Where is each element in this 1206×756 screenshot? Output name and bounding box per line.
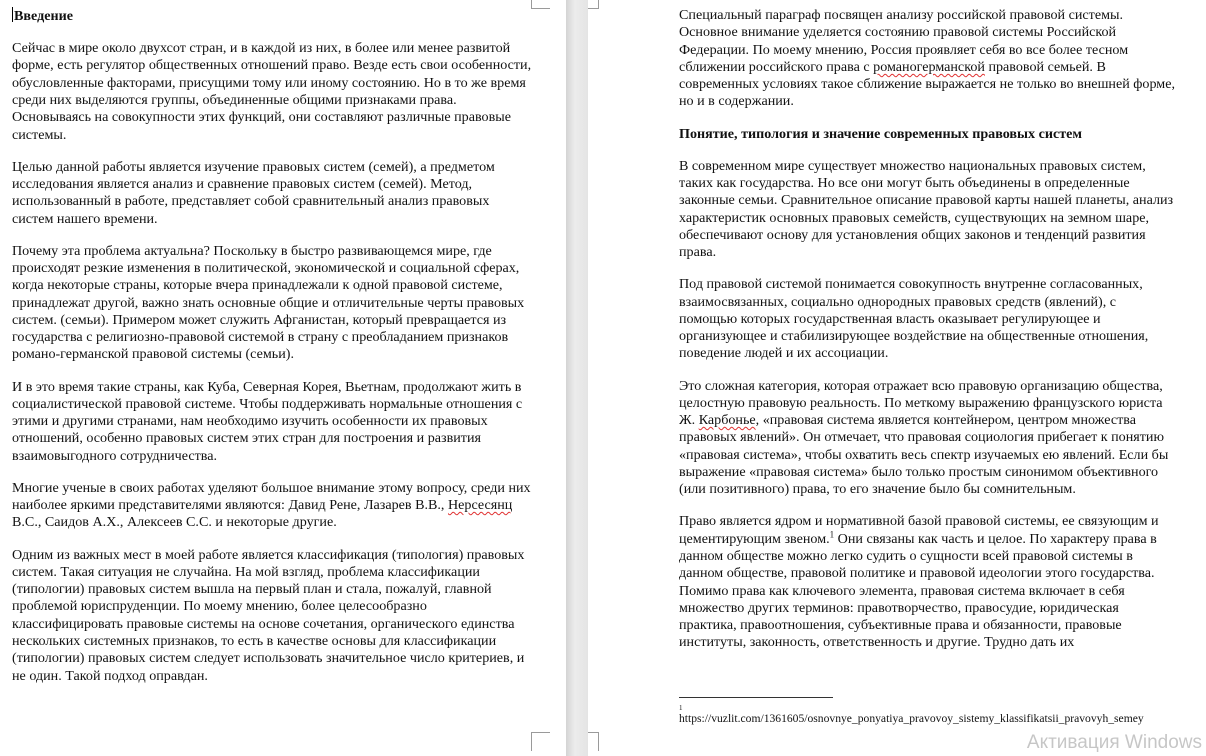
section-heading: Понятие, типология и значение современных правовых систем: [679, 125, 1083, 142]
paragraph: Специальный параграф посвящен анализу российской правовой системы. Основное внимание уделяется состоянию правовой системы Российской Федерации. По моему мнению, Россия проявляет себя во все более тесном сближении российского права с романогерманской правовой семьей. В современных условиях такое сближение выражается не только во внешней форме, но и в содержании.: [679, 7, 1175, 110]
paragraph: Многие ученые в своих работах уделяют большое внимание этому вопросу, среди них наиболее яркими представителями являются: Давид Рене, Лазарев В.В., Нерсесянц В.С., Саидов А.Х., Алексеев С.С. и некоторые другие.: [12, 479, 531, 531]
page-gap: [566, 0, 588, 756]
paragraph: Почему эта проблема актуальна? Поскольку в быстро развивающемся мире, где происходят резкие изменения в политической, экономической и социальной сферах, когда некоторые страны, которые вчера принадлежали к одной правовой системе, принадлежат другой, важно знать основные общие и отличительные черты правовых систем. (семьи). Примером может служить Афганистан, который превращается из государства с религиозно-правовой системой в страну с преобладанием признаков романо-германской правовой системы (семьи).: [12, 242, 525, 363]
crop-mark-bottom-right: [531, 732, 550, 751]
footnote-separator: [679, 697, 833, 698]
paragraph: В современном мире существует множество национальных правовых систем, таких как государства. Но все они могут быть объединены в определенные законные семьи. Сравнительное описание правовой карты нашей планеты, анализ характеристик основных правовых семейств, существующих на земном шаре, обеспечивают основу для установления общих законов и тенденций развития права.: [679, 157, 1174, 261]
windows-activation-watermark: Активация Windows: [1026, 732, 1202, 753]
paragraph: Это сложная категория, которая отражает всю правовую организацию общества, целостную правовую реальность. По меткому выражению французского юриста Ж. Карбонье, «правовая система является контейнером, центром множества правовых явлений». Он отмечает, что правовая социология прибегает к понятию «правовая система», чтобы охватить весь спектр изучаемых ею явлений. Если бы выражение «правовая система» было только простым синонимом объективного (или позитивного) права, то его значение было бы сомнительным.: [679, 377, 1169, 498]
paragraph: И в это время такие страны, как Куба, Северная Корея, Вьетнам, продолжают жить в социалистической правовой системе. Чтобы поддерживать нормальные отношения с этими и другими странами, нам необходимо изучить особенности их правовых отношений, особенно правовых систем этих стран для построения и развития взаимовыгодного сотрудничества.: [12, 378, 523, 464]
footnote-area: [679, 697, 1199, 726]
paragraph: Одним из важных мест в моей работе является классификация (типология) правовых систем. Такая ситуация не случайна. На мой взгляд, проблема классификации (типологии) правовых систем вышла на первый план и стала, пожалуй, главной проблемой юриспруденции. По моему мнению, более целесообразно классифицировать правовые системы на основе сочетания, органического единства нескольких системных признаков, то есть в качестве основы для классификации (типологии) правовых систем следует использовать значительное число критериев, и не один. Такой подход оправдан.: [12, 546, 525, 684]
spelling-error[interactable]: романогерманской: [873, 58, 985, 75]
spelling-error[interactable]: Нерсесянц: [447, 497, 513, 514]
footnote-link[interactable]: https://vuzlit.com/1361605/osnovnye_ponyatiya_pravovoy_sistemy_klassifikatsii_pravovyh_semey: [679, 712, 1144, 725]
left-text-column[interactable]: [12, 7, 532, 700]
paragraph: Целью данной работы является изучение правовых систем (семей), а предметом исследования является анализ и сравнение правовых систем (семей). Метод, использованный в работе, представляет собой сравнительный анализ правовых систем нашего времени.: [12, 158, 495, 227]
crop-mark-bottom-left: [588, 732, 599, 751]
right-text-column[interactable]: [679, 7, 1177, 667]
document-page-right[interactable]: [588, 0, 1206, 756]
footnote-reference[interactable]: 1: [829, 529, 835, 540]
document-page-left[interactable]: [0, 0, 566, 756]
crop-mark-top-right: [531, 0, 550, 9]
text-cursor: [12, 7, 13, 22]
crop-mark-top-left: [588, 0, 599, 9]
introduction-heading: Введение: [14, 8, 73, 24]
paragraph: Сейчас в мире около двухсот стран, и в каждой из них, в более или менее развитой форме, есть регулятор общественных отношений право. Везде есть свои особенности, обусловленные факторами, присущими тому или иному состоянию. Но в то же время среди них выделяются группы, объединенные общими признаками права. Основываясь на совокупности этих функций, они составляют различные правовые системы.: [12, 40, 532, 143]
footnote-number: 1: [679, 704, 683, 712]
paragraph: Право является ядром и нормативной базой правовой системы, ее связующим и цементирующим звеном.$^1$ Они связаны как часть и целое. По характеру права в данном обществе можно легко судить о сущности всей правовой системы в данном обществе, правовой политике и правовой идеологии этого государства. Помимо права как ключевого элемента, правовая система включает в себя множество других терминов: правотворчество, правосудие, юридическая практика, правоотношения, субъективные права и обязанности, правовые институты, законность, ответственность и другие. Трудно дать их: [679, 513, 1159, 651]
spelling-error[interactable]: Карбонье: [698, 412, 756, 429]
paragraph: Под правовой системой понимается совокупность внутренне согласованных, взаимосвязанных, социально однородных правовых средств (явлений), с помощью которых государственная власть оказывает регулирующее и организующее и стабилизирующее воздействие на общественные отношения, поведение людей и их ассоциации.: [679, 276, 1149, 362]
